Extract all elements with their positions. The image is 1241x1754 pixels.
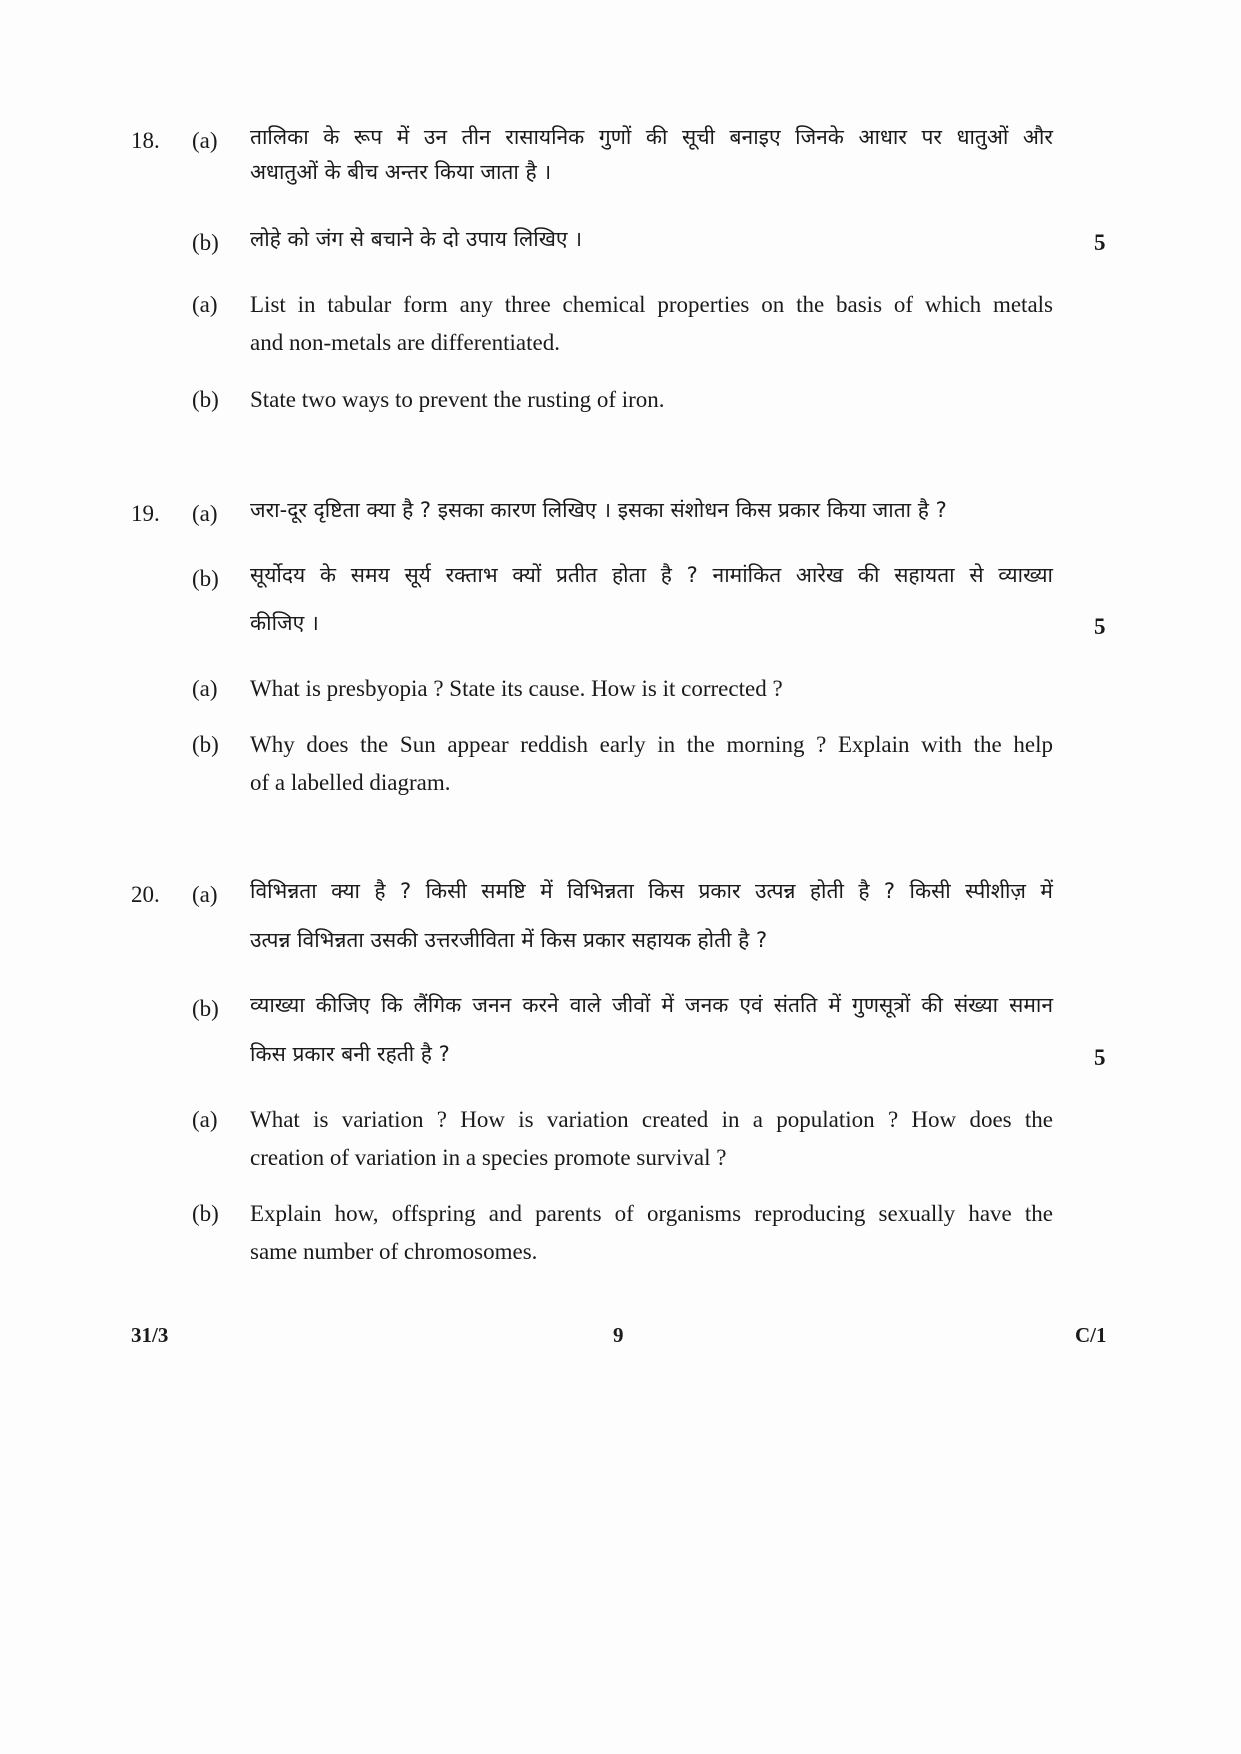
paper-code: 31/3 — [131, 1323, 169, 1347]
part-label: (a) — [192, 1107, 218, 1132]
question-number: 19. — [131, 501, 160, 526]
question-text-hindi: किस प्रकार बनी रहती है ? — [250, 1042, 450, 1066]
question-text-english: and non-metals are differentiated. — [250, 330, 560, 355]
part-label: (b) — [192, 996, 219, 1021]
question-text-hindi: लोहे को जंग से बचाने के दो उपाय लिखिए । — [250, 227, 583, 251]
part-label: (a) — [192, 501, 218, 526]
marks: 5 — [1094, 614, 1106, 639]
question-text-english: State two ways to prevent the rusting of iron. — [250, 387, 665, 412]
question-text-hindi: विभिन्नता क्या है ? किसी समष्टि में विभिन्नता किस प्रकार उत्पन्न होती है ? किसी स्पीशीज़ में — [250, 879, 1053, 903]
question-text-hindi: सूर्योदय के समय सूर्य रक्ताभ क्यों प्रतीत होता है ? नामांकित आरेख की सहायता से व्याख्या — [250, 563, 1053, 587]
question-text-english: same number of chromosomes. — [250, 1239, 538, 1264]
question-text-hindi: अधातुओं के बीच अन्तर किया जाता है । — [250, 160, 552, 184]
question-number: 18. — [131, 128, 160, 153]
part-label: (b) — [192, 566, 219, 591]
marks: 5 — [1094, 230, 1106, 255]
question-number: 20. — [131, 882, 160, 907]
part-label: (b) — [192, 732, 219, 757]
question-text-english: Explain how, offspring and parents of organisms reproducing sexually have the — [250, 1201, 1053, 1226]
part-label: (a) — [192, 292, 218, 317]
set-code: C/1 — [1075, 1323, 1107, 1347]
question-text-english: of a labelled diagram. — [250, 770, 451, 795]
part-label: (a) — [192, 128, 218, 153]
part-label: (a) — [192, 676, 218, 701]
question-text-english: What is variation ? How is variation created in a population ? How does the — [250, 1107, 1053, 1132]
question-text-hindi: कीजिए । — [250, 611, 319, 635]
marks: 5 — [1094, 1045, 1106, 1070]
part-label: (b) — [192, 230, 219, 255]
part-label: (b) — [192, 1201, 219, 1226]
question-text-hindi: जरा-दूर दृष्टिता क्या है ? इसका कारण लिखिए । इसका संशोधन किस प्रकार किया जाता है ? — [250, 498, 947, 522]
question-text-hindi: उत्पन्न विभिन्नता उसकी उत्तरजीविता में किस प्रकार सहायक होती है ? — [250, 928, 768, 952]
question-text-hindi: तालिका के रूप में उन तीन रासायनिक गुणों की सूची बनाइए जिनके आधार पर धातुओं और — [250, 125, 1053, 149]
page-number: 9 — [613, 1323, 624, 1347]
question-text-english: Why does the Sun appear reddish early in the morning ? Explain with the help — [250, 732, 1053, 757]
question-text-english: creation of variation in a species promote survival ? — [250, 1145, 727, 1170]
question-text-english: What is presbyopia ? State its cause. How is it corrected ? — [250, 676, 783, 701]
part-label: (a) — [192, 882, 218, 907]
part-label: (b) — [192, 387, 219, 412]
question-text-english: List in tabular form any three chemical properties on the basis of which metals — [250, 292, 1053, 317]
question-text-hindi: व्याख्या कीजिए कि लैंगिक जनन करने वाले जीवों में जनक एवं संतति में गुणसूत्रों की संख्या समान — [250, 993, 1053, 1017]
